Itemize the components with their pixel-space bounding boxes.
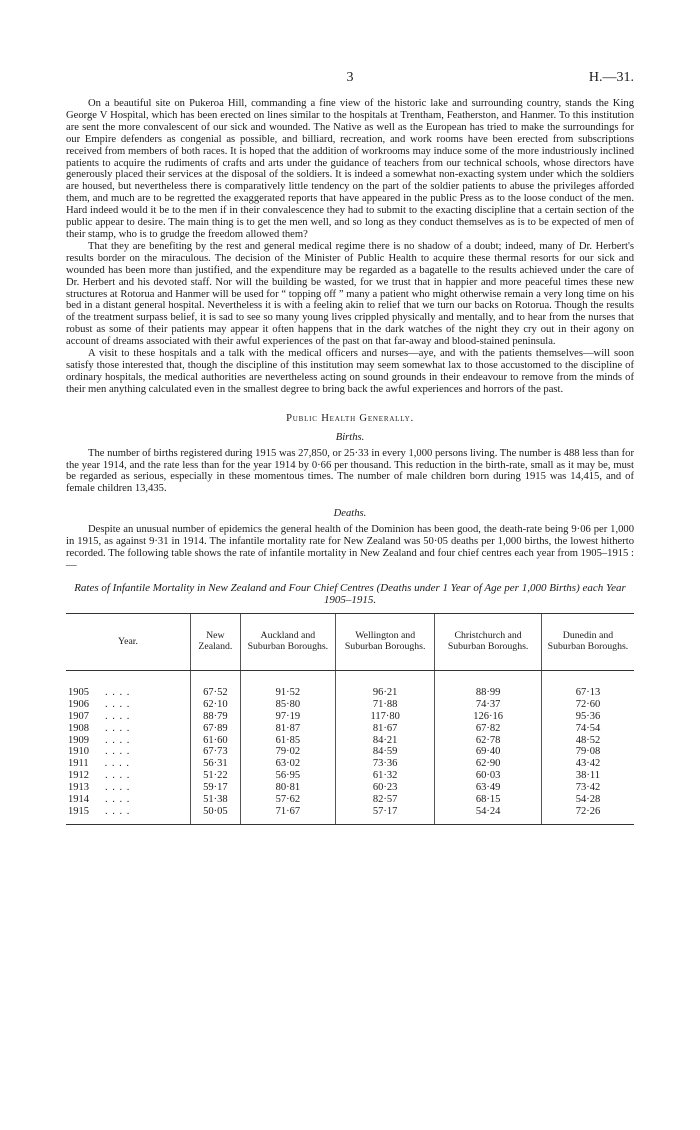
cell-christchurch: 60·03: [435, 770, 542, 782]
cell-auckland: 85·80: [240, 699, 335, 711]
cell-new-zealand: 56·31: [191, 758, 241, 770]
paragraph-rotorua-hospital: On a beautiful site on Pukeroa Hill, commanding a fine view of the historic lake and surrounding country, stands the King George V Hospital, which has been erected on lines similar to the hospitals at Trentham, Featherston, and Hanmer. To this institution are sent the more convalescent of our sick and wounded. The Native as well as the European has tried to make the surroundings for our Empire defenders as congenial as possible, and billiard, recreation, and work rooms have been erected from subscriptions received from members of both races. It is hoped that the addition of workrooms may induce some of the more industriously inclined patients to acquire the rudiments of crafts and arts under the guidance of teachers from our technical schools, whose directors have generously placed their services at the disposal of the soldiers. It is indeed a somewhat non-exacting system under which the soldiers are housed, but nevertheless there is comparatively little tendency on the part of the soldier patients to abuse the privileges afforded them, and much are to be regretted the exaggerated reports that have appeared in the public Press as to the loose conduct of the men. Hard indeed would it be to the men if in their convalescence they had to submit to the exacting discipline that a certain section of the public appear to desire. The main thing is to get the men well, and so long as they conduct themselves as is to be expected of men of their stamp, who is to grudge the freedom allowed them?: [66, 98, 634, 240]
cell-auckland: 81·87: [240, 723, 335, 735]
cell-auckland: 80·81: [240, 782, 335, 794]
year-value: 1913: [68, 782, 89, 794]
cell-christchurch: 74·37: [435, 699, 542, 711]
table-row: [66, 699, 634, 711]
paragraph-hospital-visit: A visit to these hospitals and a talk with the medical officers and nurses—aye, and with the patients themselves—will soon satisfy those interested that, though the discipline of this institution may seem somewhat lax to those accustomed to the discipline of ordinary hospitals, the medical authorities are nevertheless acting on sound grounds in their endeavour to remove from the minds of their men anything calculated even in the smallest degree to bring back the awful experiences and horrors of the past.: [66, 348, 634, 395]
cell-christchurch: 62·78: [435, 735, 542, 747]
year-value: 1905: [68, 686, 89, 698]
cell-wellington: 61·32: [336, 770, 435, 782]
cell-dunedin: 38·11: [541, 770, 634, 782]
cell-dunedin: 72·26: [541, 806, 634, 824]
table-header-row: [66, 613, 634, 670]
table-row: [66, 670, 634, 698]
cell-christchurch: 62·90: [435, 758, 542, 770]
births-paragraph: The number of births registered during 1915 was 27,850, or 25·33 in every 1,000 persons living. The number is 488 less than for the year 1914, and the rate less than for the year 1914 by 0·66 per thousand. This reduction in the birth-rate, small as it may be, must be regarded as serious, especially in these momentous times. The number of male children born during 1915 was 14,415, and of female children 13,435.: [66, 447, 634, 495]
cell-auckland: 97·19: [240, 711, 335, 723]
cell-wellington: 96·21: [336, 670, 435, 698]
leader-dots: . . . .: [105, 782, 131, 794]
column-header-wellington: Wellington and Suburban Boroughs.: [336, 613, 435, 670]
table-row: [66, 782, 634, 794]
cell-year: [66, 699, 191, 711]
cell-year: [66, 670, 191, 698]
leader-dots: . . . .: [105, 746, 131, 758]
leader-dots: . . . .: [105, 686, 131, 698]
table-row: [66, 746, 634, 758]
cell-dunedin: 72·60: [541, 699, 634, 711]
cell-christchurch: 63·49: [435, 782, 542, 794]
cell-wellington: 71·88: [336, 699, 435, 711]
cell-christchurch: 54·24: [435, 806, 542, 824]
year-value: 1914: [68, 794, 89, 806]
leader-dots: . . . .: [105, 710, 131, 722]
leader-dots: . . . .: [105, 770, 131, 782]
table-row: [66, 723, 634, 735]
cell-year: [66, 782, 191, 794]
cell-year: [66, 758, 191, 770]
cell-dunedin: 43·42: [541, 758, 634, 770]
cell-new-zealand: 50·05: [191, 806, 241, 824]
leader-dots: . . . .: [105, 722, 131, 734]
leader-dots: . . . .: [104, 758, 130, 770]
cell-year: [66, 723, 191, 735]
cell-christchurch: 67·82: [435, 723, 542, 735]
cell-wellington: 73·36: [336, 758, 435, 770]
cell-auckland: 61·85: [240, 735, 335, 747]
cell-wellington: 117·80: [336, 711, 435, 723]
year-value: 1907: [68, 710, 89, 722]
cell-wellington: 82·57: [336, 794, 435, 806]
column-header-new-zealand: New Zealand.: [191, 613, 241, 670]
leader-dots: . . . .: [105, 805, 131, 817]
page-number: 3: [346, 70, 354, 85]
column-header-auckland: Auckland and Suburban Boroughs.: [240, 613, 335, 670]
cell-wellington: 81·67: [336, 723, 435, 735]
cell-year: [66, 746, 191, 758]
table-row: [66, 758, 634, 770]
cell-year: [66, 794, 191, 806]
cell-new-zealand: 67·52: [191, 670, 241, 698]
leader-dots: . . . .: [105, 734, 131, 746]
leader-dots: . . . .: [105, 794, 131, 806]
column-header-year: Year.: [66, 613, 191, 670]
year-value: 1911: [68, 758, 89, 770]
table-row: [66, 794, 634, 806]
cell-dunedin: 54·28: [541, 794, 634, 806]
cell-year: [66, 735, 191, 747]
document-reference: H.—31.: [588, 70, 634, 85]
births-heading: Births.: [335, 431, 365, 443]
cell-auckland: 63·02: [240, 758, 335, 770]
table-row: [66, 806, 634, 824]
document-body: [66, 98, 634, 825]
cell-new-zealand: 88·79: [191, 711, 241, 723]
table-body: [66, 670, 634, 824]
year-value: 1915: [68, 805, 89, 817]
cell-new-zealand: 67·73: [191, 746, 241, 758]
cell-dunedin: 48·52: [541, 735, 634, 747]
cell-christchurch: 68·15: [435, 794, 542, 806]
cell-auckland: 91·52: [240, 670, 335, 698]
cell-wellington: 60·23: [336, 782, 435, 794]
column-header-dunedin: Dunedin and Suburban Boroughs.: [541, 613, 634, 670]
cell-wellington: 84·21: [336, 735, 435, 747]
leader-dots: . . . .: [105, 698, 131, 710]
section-heading: Public Health Generally.: [286, 412, 414, 424]
year-value: 1910: [68, 746, 89, 758]
cell-new-zealand: 61·60: [191, 735, 241, 747]
cell-auckland: 71·67: [240, 806, 335, 824]
deaths-paragraph: Despite an unusual number of epidemics the general health of the Dominion has been good, the death-rate being 9·06 per 1,000 in 1915, as against 9·31 in 1914. The infantile mortality rate for New Zealand was 50·05 deaths per 1,000 births, the lowest hitherto recorded. The following table shows the rate of infantile mortality in New Zealand and four chief centres each year from 1905–1915 :—: [66, 524, 634, 571]
cell-auckland: 57·62: [240, 794, 335, 806]
year-value: 1912: [68, 770, 89, 782]
cell-year: [66, 711, 191, 723]
cell-wellington: 84·59: [336, 746, 435, 758]
cell-year: [66, 806, 191, 824]
cell-dunedin: 74·54: [541, 723, 634, 735]
year-value: 1906: [68, 698, 89, 710]
cell-new-zealand: 62·10: [191, 699, 241, 711]
page-header: [66, 70, 634, 90]
cell-christchurch: 69·40: [435, 746, 542, 758]
cell-dunedin: 67·13: [541, 670, 634, 698]
cell-new-zealand: 59·17: [191, 782, 241, 794]
cell-new-zealand: 67·89: [191, 723, 241, 735]
cell-new-zealand: 51·38: [191, 794, 241, 806]
cell-dunedin: 95·36: [541, 711, 634, 723]
year-value: 1909: [68, 734, 89, 746]
paragraph-treatment-results: That they are benefiting by the rest and general medical regime there is no shadow of a doubt; indeed, many of Dr. Herbert's results border on the miraculous. The decision of the Minister of Public Health to acquire these thermal resorts for our sick and wounded has been more than justified, and the expenditure may be regarded as a bagatelle to the results achieved under the care of Dr. Herbert and his devoted staff. Nor will the building be wasted, for we trust that in happier and more peaceful times these new structures at Rotorua and Hanmer will be used for “ topping off ” many a patient who might otherwise remain a very long time on his bed in a distant general hospital. Nevertheless it is with a feeling akin to relief that we turn our backs on Rotorua. Though the results of the treatment surpass belief, it is sad to see so many young lives crippled physically and mentally, and to hear from the nurses that robust as some of their patients may appear it often happens that in the dark watches of the night they cry out in their agony on account of dreams associated with their awful experiences of the past on that far-away and blood-stained peninsula.: [66, 240, 634, 348]
infantile-mortality-table: [66, 613, 634, 825]
table-row: [66, 711, 634, 723]
deaths-heading: Deaths.: [333, 508, 367, 520]
cell-wellington: 57·17: [336, 806, 435, 824]
cell-year: [66, 770, 191, 782]
cell-auckland: 79·02: [240, 746, 335, 758]
cell-dunedin: 79·08: [541, 746, 634, 758]
table-row: [66, 770, 634, 782]
table-caption: Rates of Infantile Mortality in New Zealand and Four Chief Centres (Deaths under 1 Year of Age per 1,000 Births) each Year 1905–1915.: [74, 581, 626, 607]
cell-dunedin: 73·42: [541, 782, 634, 794]
year-value: 1908: [68, 722, 89, 734]
cell-christchurch: 88·99: [435, 670, 542, 698]
cell-new-zealand: 51·22: [191, 770, 241, 782]
cell-auckland: 56·95: [240, 770, 335, 782]
column-header-christchurch: Christchurch and Suburban Boroughs.: [435, 613, 542, 670]
table-row: [66, 735, 634, 747]
cell-christchurch: 126·16: [435, 711, 542, 723]
